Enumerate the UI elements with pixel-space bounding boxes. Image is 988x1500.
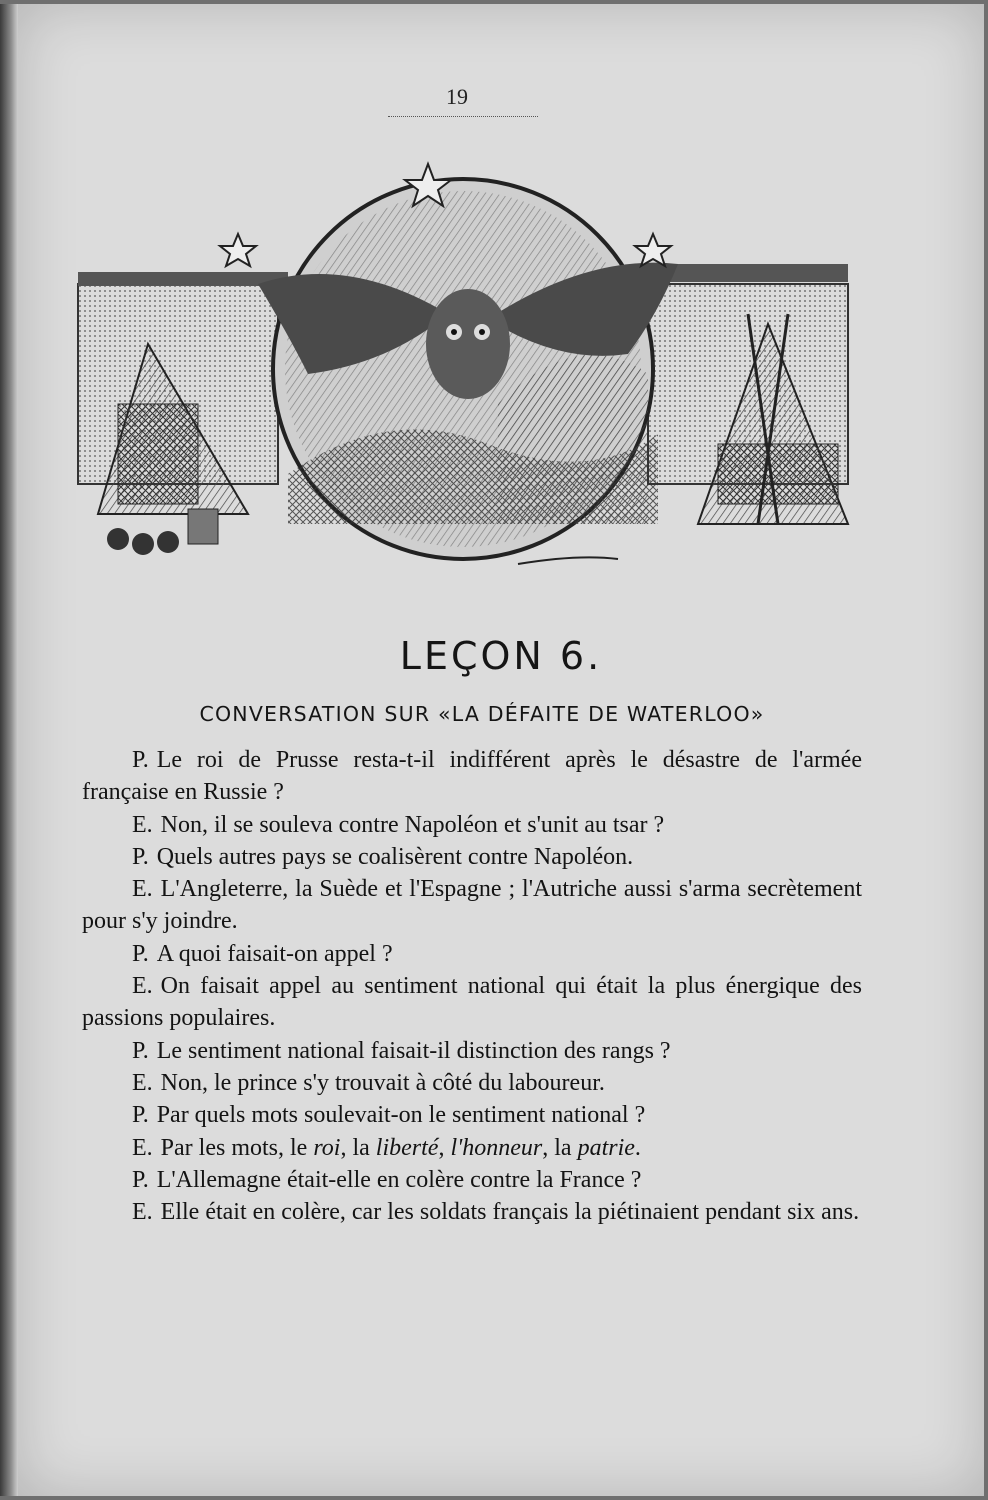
dialogue-line xyxy=(82,744,862,809)
speaker-label: E. xyxy=(132,811,153,838)
dialogue-line-text: On faisait appel au sentiment national qui était la plus énergique des passions populaires. xyxy=(82,973,862,1032)
page-number-rule xyxy=(388,116,538,117)
speaker-label: E. xyxy=(132,1069,153,1096)
speaker-label: P. xyxy=(132,1037,149,1064)
lesson-title: LEÇON 6. xyxy=(399,634,603,678)
book-page xyxy=(18,4,984,1496)
speaker-label: P. xyxy=(132,1166,149,1193)
dialogue-line xyxy=(82,841,862,873)
dialogue-line-text: Le roi de Prusse resta-t-il indifférent après le désastre de l'armée française en Russie ? xyxy=(82,747,862,806)
separator: , la xyxy=(542,1134,578,1161)
dialogue-line xyxy=(82,970,862,1035)
speaker-label: P. xyxy=(132,747,149,773)
dialogue-line xyxy=(82,1164,862,1196)
dialogue-line xyxy=(82,1132,862,1164)
dialogue-line xyxy=(82,1099,862,1131)
page-number: 19 xyxy=(446,84,468,109)
line-end: . xyxy=(634,1134,641,1161)
speaker-label: E. xyxy=(132,1134,153,1161)
speaker-label: P. xyxy=(132,843,149,870)
dialogue-line-text: Elle était en colère, car les soldats français la piétinaient pendant six ans. xyxy=(160,1199,860,1226)
speaker-label: P. xyxy=(132,1102,149,1129)
dialogue-line-text: Non, il se souleva contre Napoléon et s'unit au tsar ? xyxy=(160,811,665,838)
dialogue-line xyxy=(82,873,862,938)
dialogue-line-text: Le sentiment national faisait-il distinction des rangs ? xyxy=(156,1037,671,1064)
dialogue-line-text: A quoi faisait-on appel ? xyxy=(156,940,393,967)
dialogue-line xyxy=(82,1035,862,1067)
dialogue-line-text: Quels autres pays se coalisèrent contre Napoléon. xyxy=(156,843,634,870)
dialogue-line xyxy=(82,938,862,970)
dialogue-line-text: L'Allemagne était-elle en colère contre la France ? xyxy=(156,1166,642,1193)
word-honneur: l'honneur xyxy=(450,1134,543,1161)
owl-battlefield-illustration xyxy=(58,144,868,584)
word-roi: roi xyxy=(313,1134,341,1161)
speaker-label: E. xyxy=(132,973,153,1000)
dialogue-text xyxy=(82,744,862,1228)
separator: , xyxy=(438,1134,451,1161)
dialogue-line xyxy=(82,1196,862,1228)
word-liberte: liberté xyxy=(375,1134,439,1161)
dialogue-line xyxy=(82,1067,862,1099)
speaker-label: P. xyxy=(132,940,149,967)
book-binding-edge xyxy=(0,4,18,1496)
dialogue-line xyxy=(82,809,862,841)
word-patrie: patrie xyxy=(577,1134,635,1161)
speaker-label: E. xyxy=(132,876,153,903)
dialogue-line-text: Non, le prince s'y trouvait à côté du laboureur. xyxy=(160,1069,605,1096)
dialogue-line-text: Par quels mots soulevait-on le sentiment national ? xyxy=(156,1102,646,1129)
dialogue-line-text: L'Angleterre, la Suède et l'Espagne ; l'Autriche aussi s'arma secrètement pour s'y joindre. xyxy=(82,876,862,935)
dialogue-line-text: Par les mots, le xyxy=(160,1134,314,1161)
separator: , la xyxy=(340,1134,376,1161)
lesson-subtitle: CONVERSATION SUR «LA DÉFAITE DE WATERLOO» xyxy=(199,702,765,726)
speaker-label: E. xyxy=(132,1199,153,1226)
artist-signature xyxy=(518,557,618,564)
